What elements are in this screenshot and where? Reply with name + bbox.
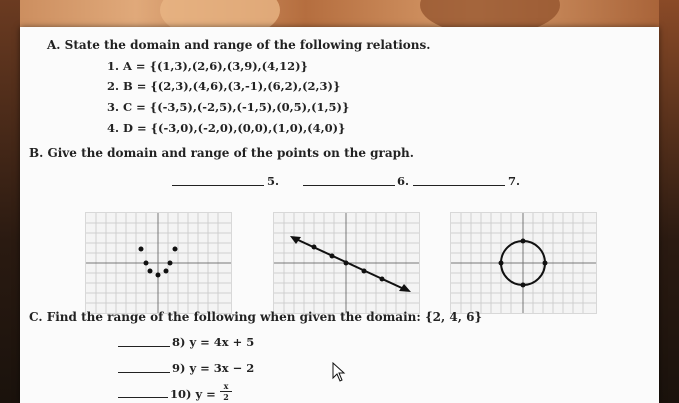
graph-label-5: 5. [267,174,280,188]
worksheet-page [20,27,659,403]
relation-item-2: 2. B = {(2,3),(4,6),(3,-1),(6,2),(2,3)} [107,79,341,93]
graph-5 [85,212,232,314]
equation-10: 10) y = [170,387,216,401]
graph-6 [273,212,420,314]
answer-blank-6[interactable] [303,185,395,186]
graph-label-7: 7. [508,174,521,188]
answer-blank-7[interactable] [413,185,505,186]
fraction-numerator: x [223,381,229,391]
fraction-denominator: 2 [223,392,229,402]
equation-9: 9) y = 3x − 2 [172,361,255,375]
graph-7 [450,212,597,314]
relation-item-4: 4. D = {(-3,0),(-2,0),(0,0),(1,0),(4,0)} [107,121,346,135]
background-left-edge [0,0,20,403]
background-right-edge [659,0,679,403]
mouse-pointer-icon [332,362,346,382]
relation-item-3: 3. C = {(-3,5),(-2,5),(-1,5),(0,5),(1,5)} [107,100,350,114]
section-b-heading: B. Give the domain and range of the points on the graph. [29,146,414,160]
answer-blank-5[interactable] [172,185,264,186]
answer-blank-10[interactable] [118,397,168,398]
fraction [220,382,232,401]
answer-blank-8[interactable] [118,346,170,347]
graph-label-6: 6. [397,174,410,188]
equation-8: 8) y = 4x + 5 [172,335,255,349]
section-a-heading: A. State the domain and range of the following relations. [47,38,431,52]
relation-item-1: 1. A = {(1,3),(2,6),(3,9),(4,12)} [107,59,308,73]
answer-blank-9[interactable] [118,372,170,373]
section-c-heading: C. Find the range of the following when given the domain: {2, 4, 6} [29,310,483,324]
